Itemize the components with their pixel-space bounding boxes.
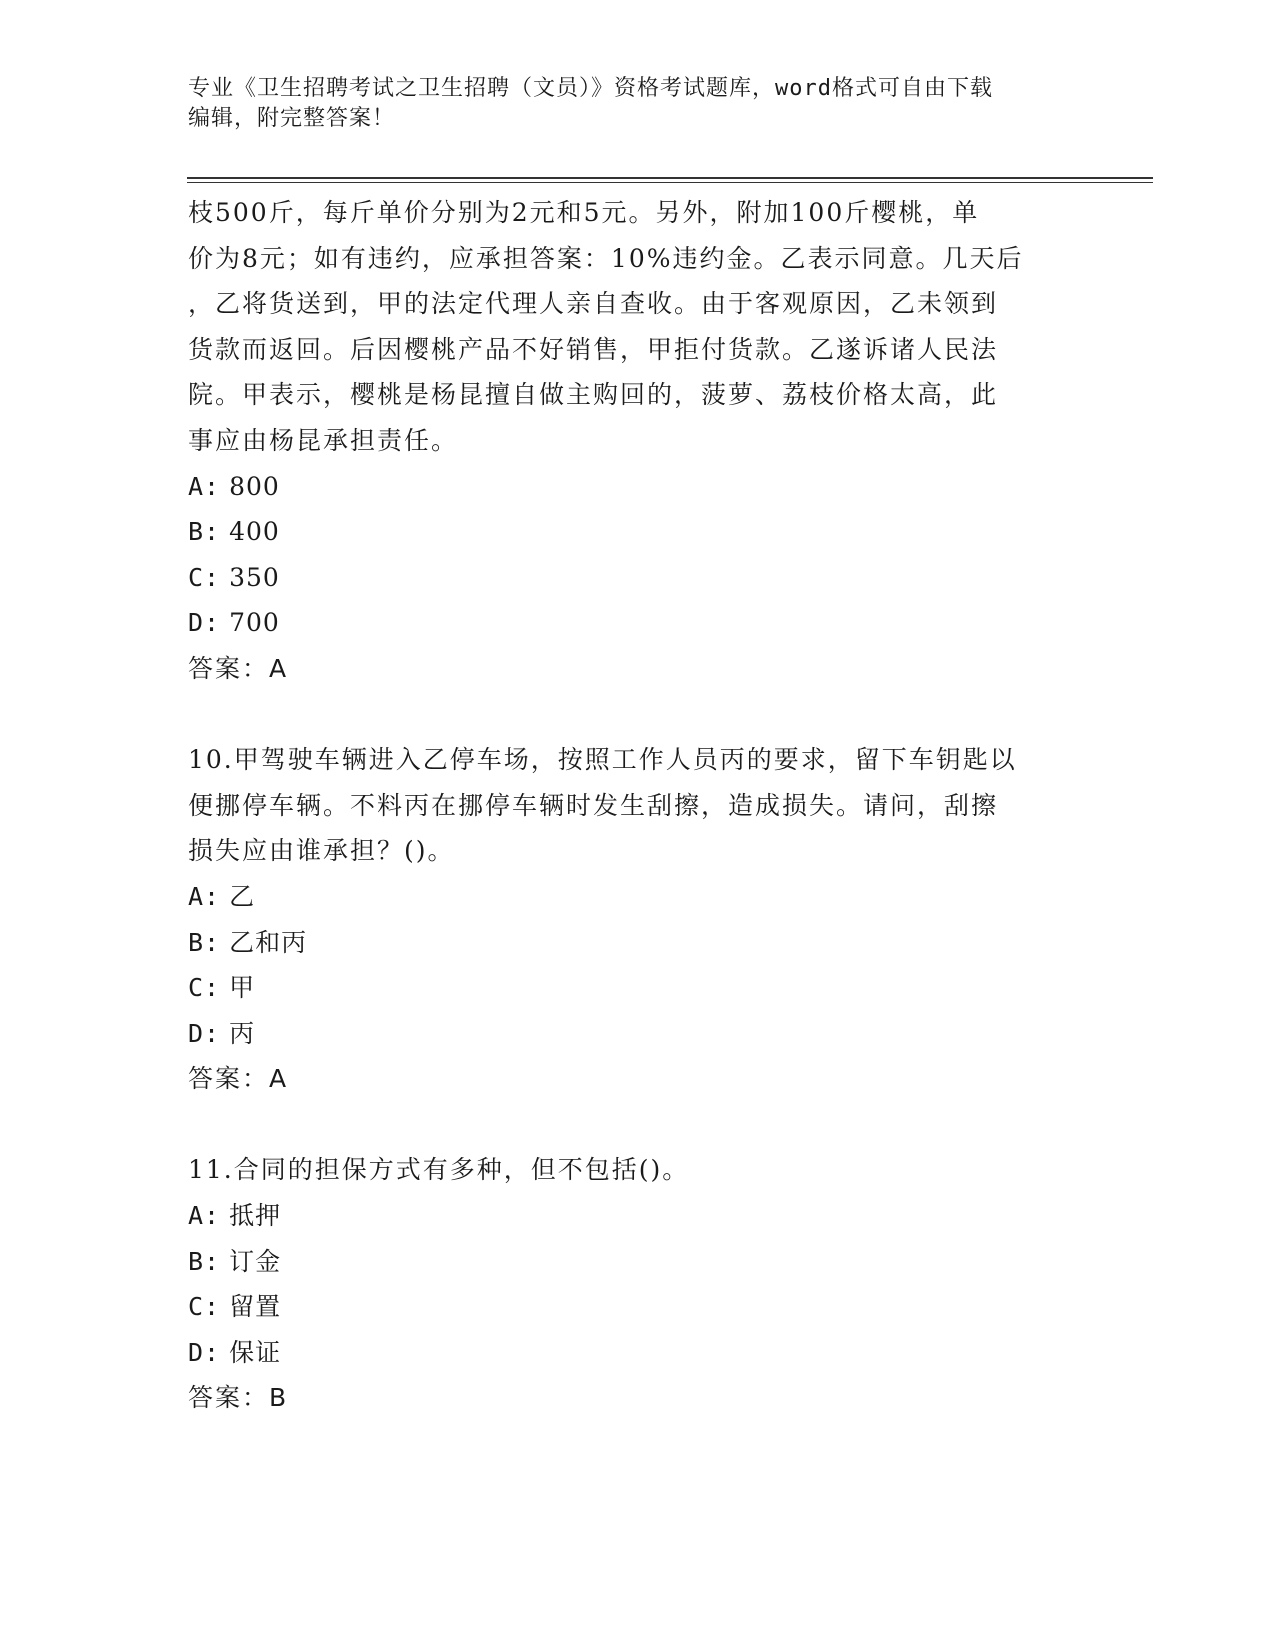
- question-10-line: 便挪停车辆。不料丙在挪停车辆时发生刮擦，造成损失。请问，刮擦: [188, 790, 999, 820]
- spacer: [188, 1102, 1068, 1148]
- question-11-line: 11.合同的担保方式有多种，但不包括()。: [188, 1155, 690, 1185]
- header-rule-thick: [187, 177, 1153, 179]
- question-10: [188, 737, 1068, 1102]
- question-9-line: 枝500斤，每斤单价分别为2元和5元。另外，附加100斤樱桃，单: [188, 198, 980, 227]
- question-9-line: ，乙将货送到，甲的法定代理人亲自查收。由于客观原因，乙未领到: [188, 289, 999, 319]
- answer-line: 答案：A: [188, 653, 289, 683]
- document-header: [188, 74, 1068, 134]
- header-line-2: 编辑，附完整答案！: [188, 106, 396, 131]
- option-b: B: 订金: [188, 1246, 282, 1276]
- question-9-line: 院。甲表示，樱桃是杨昆擅自做主购回的，菠萝、荔枝价格太高，此: [188, 380, 999, 410]
- option-d: D: 丙: [188, 1018, 256, 1048]
- question-9-line: 货款而返回。后因樱桃产品不好销售，甲拒付货款。乙遂诉诸人民法: [188, 334, 999, 364]
- question-10-line: 损失应由谁承担？()。: [188, 836, 455, 866]
- option-b: B: 400: [188, 517, 280, 547]
- question-11: [188, 1147, 1068, 1421]
- option-c: C: 350: [188, 562, 280, 592]
- option-a: A: 乙: [188, 881, 256, 911]
- answer-line: 答案：B: [188, 1383, 289, 1413]
- option-b: B: 乙和丙: [188, 927, 308, 957]
- option-c: C: 甲: [188, 973, 256, 1003]
- answer-line: 答案：A: [188, 1064, 289, 1094]
- question-9-line: 事应由杨昆承担责任。: [188, 425, 459, 455]
- header-line-1: 专业《卫生招聘考试之卫生招聘（文员）》资格考试题库，word格式可自由下载: [188, 76, 993, 101]
- header-rule-thin: [187, 182, 1153, 183]
- option-a: A: 抵押: [188, 1201, 282, 1231]
- spacer: [188, 692, 1068, 738]
- option-a: A: 800: [188, 471, 280, 501]
- option-d: D: 保证: [188, 1337, 282, 1367]
- question-content: [188, 190, 1068, 1421]
- question-10-line: 10.甲驾驶车辆进入乙停车场，按照工作人员丙的要求，留下车钥匙以: [188, 745, 1017, 775]
- option-d: D: 700: [188, 608, 280, 638]
- question-9-line: 价为8元；如有违约，应承担答案：10%违约金。乙表示同意。几天后: [188, 243, 1024, 273]
- question-9: [188, 190, 1068, 692]
- option-c: C: 留置: [188, 1292, 282, 1322]
